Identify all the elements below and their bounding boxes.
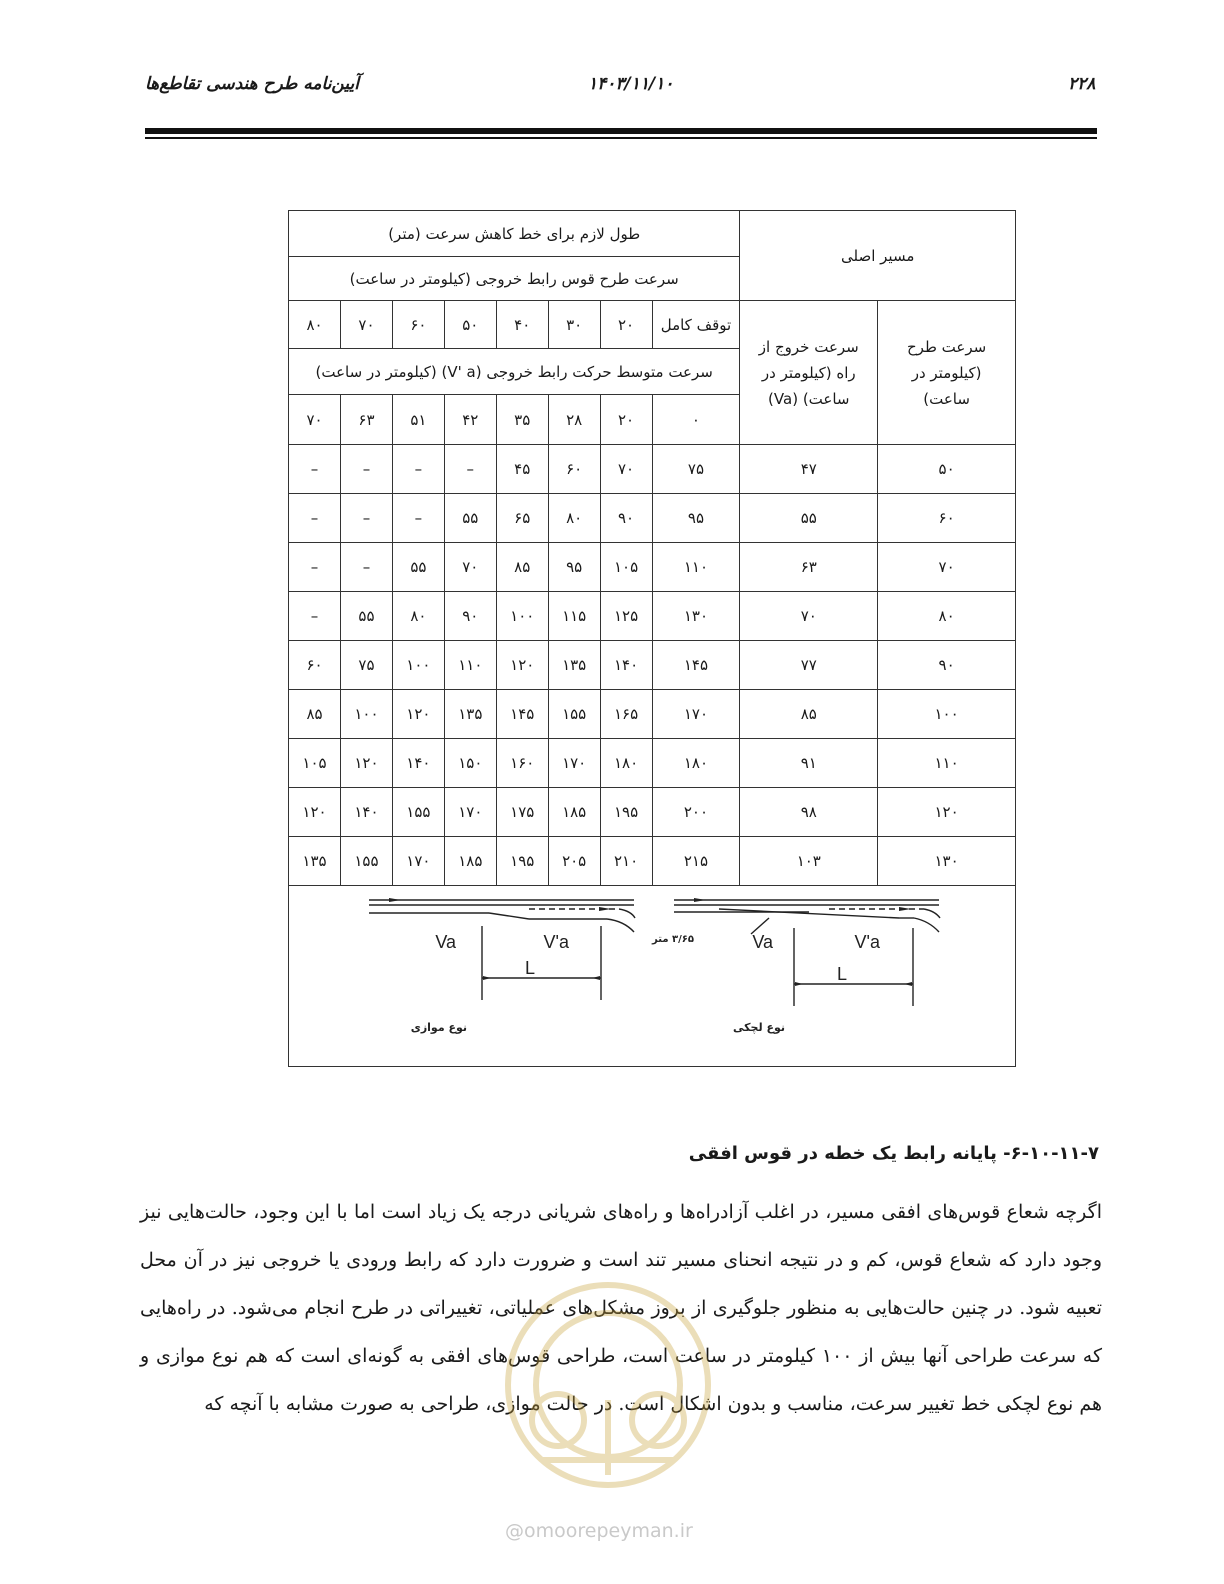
table-cell: ۱۵۵: [548, 690, 600, 739]
table-cell: ۱۵۰: [444, 739, 496, 788]
table-cell: ۱۲۰: [289, 788, 341, 837]
table-cell: ۱۸۰: [652, 739, 740, 788]
table-cell: ۷۰: [444, 543, 496, 592]
watermark-site: @omoorepeyman.ir: [505, 1520, 693, 1542]
table-cell: ۸۰: [878, 592, 1016, 641]
table-cell: –: [392, 445, 444, 494]
table-cell: ۲۱۰: [600, 837, 652, 886]
parallel-arrows: [389, 898, 611, 980]
table-row: [289, 641, 1016, 690]
length-header: طول لازم برای خط کاهش سرعت (متر): [289, 211, 740, 257]
table-row: [289, 788, 1016, 837]
table-cell: –: [289, 494, 341, 543]
page-number: ۲۲۸: [1068, 74, 1096, 94]
table-cell: ۱۴۵: [652, 641, 740, 690]
taper-type-drawing: [674, 900, 940, 1006]
table-cell: ۵۵: [740, 494, 878, 543]
table-cell: ۷۵: [652, 445, 740, 494]
taper-caption: نوع لچکی: [733, 1021, 785, 1034]
section-heading: ۶-۱۰-۱۱-۷- پایانه رابط یک خطه در قوس افقی: [688, 1143, 1099, 1164]
table-cell: ۱۴۵: [496, 690, 548, 739]
table-row: [289, 543, 1016, 592]
parallel-type-drawing: [369, 900, 635, 1000]
table-cell: ۱۷۰: [444, 788, 496, 837]
ramp-speed-cell: ۲۰: [600, 301, 652, 349]
table-cell: ۵۵: [444, 494, 496, 543]
table-cell: –: [341, 543, 393, 592]
table-cell: ۱۷۵: [496, 788, 548, 837]
table-cell: ۱۲۰: [878, 788, 1016, 837]
table-cell: –: [289, 543, 341, 592]
table-cell: ۶۵: [496, 494, 548, 543]
table-cell: ۱۱۰: [878, 739, 1016, 788]
table-cell: ۸۵: [740, 690, 878, 739]
ramp-speed-cell: ۸۰: [289, 301, 341, 349]
table-cell: ۵۰: [878, 445, 1016, 494]
table-cell: ۱۴۰: [600, 641, 652, 690]
table-cell: ۱۰۰: [496, 592, 548, 641]
table-cell: ۱۰۵: [600, 543, 652, 592]
header-rule-thin: [145, 137, 1097, 139]
table-cell: ۹۵: [548, 543, 600, 592]
ramp-speed-cell: ۶۰: [392, 301, 444, 349]
table-cell: –: [444, 445, 496, 494]
table-cell: ۹۱: [740, 739, 878, 788]
table-cell: ۹۰: [878, 641, 1016, 690]
avg-speed-cell: ۲۸: [548, 395, 600, 445]
va-prime-label-taper: V'a: [854, 932, 880, 952]
table-cell: ۱۷۰: [392, 837, 444, 886]
table-cell: –: [289, 592, 341, 641]
table-cell: ۴۵: [496, 445, 548, 494]
table-cell: ۲۰۵: [548, 837, 600, 886]
table-cell: ۹۸: [740, 788, 878, 837]
table-cell: ۶۰: [878, 494, 1016, 543]
table-cell: ۷۰: [740, 592, 878, 641]
table-cell: ۶۰: [289, 641, 341, 690]
table-cell: –: [289, 445, 341, 494]
main-road-header: مسیر اصلی: [740, 211, 1016, 301]
avg-speed-cell: ۵۱: [392, 395, 444, 445]
table-cell: ۲۰۰: [652, 788, 740, 837]
table-cell: ۱۲۰: [341, 739, 393, 788]
table-cell: ۱۲۰: [496, 641, 548, 690]
lane-type-figure-cell: [289, 886, 1016, 1067]
table-cell: ۱۲۰: [392, 690, 444, 739]
table-cell: ۷۰: [600, 445, 652, 494]
table-cell: ۱۳۵: [289, 837, 341, 886]
va-label-parallel: Va: [435, 932, 456, 952]
va-label-taper: Va: [752, 932, 773, 952]
lane-width-label: ۳/۶۵ متر: [652, 934, 694, 945]
table-cell: ۷۷: [740, 641, 878, 690]
table-cell: ۹۰: [600, 494, 652, 543]
table-cell: ۷۰: [878, 543, 1016, 592]
header-title: آیین‌نامه طرح هندسی تقاطع‌ها: [145, 74, 359, 94]
table-cell: ۱۲۵: [600, 592, 652, 641]
table-row: [289, 592, 1016, 641]
table-cell: ۱۹۵: [600, 788, 652, 837]
table-cell: ۵۵: [341, 592, 393, 641]
table-cell: ۱۰۳: [740, 837, 878, 886]
table-cell: ۱۵۵: [341, 837, 393, 886]
table-cell: ۶۰: [548, 445, 600, 494]
table-row: [289, 739, 1016, 788]
section-paragraph: اگرچه شعاع قوس‌های افقی مسیر، در اغلب آزادراه‌ها و راه‌های شریانی درجه یک زیاد است اما با این وجود، حالت‌هایی نیز وجود دارد که شعاع قوس، کم و در نتیجه انحنای مسیر تند است و ضرورت دارد که رابط ورودی یا خروجی نیز در آن محل تعبیه شود. در چنین حالت‌هایی به منظور جلوگیری از بروز مشکل‌های عملیاتی، تغییراتی در طرح انجام می‌شود. در راه‌هایی که سرعت طراحی آنها بیش از ۱۰۰ کیلومتر در ساعت است، طراحی قوس‌های افقی به گونه‌ای است که هم نوع موازی و هم نوع لچکی خط تغییر سرعت، مناسب و بدون اشکال است. در حالت موازی، طراحی به صورت مشابه با آنچه که: [140, 1201, 1102, 1415]
table-cell: ۸۰: [392, 592, 444, 641]
table-cell: ۷۵: [341, 641, 393, 690]
l-label-taper: L: [836, 964, 847, 984]
table-cell: ۱۰۰: [392, 641, 444, 690]
table-cell: ۱۱۵: [548, 592, 600, 641]
table-cell: –: [341, 445, 393, 494]
table-cell: ۱۸۵: [548, 788, 600, 837]
table-cell: ۱۳۰: [652, 592, 740, 641]
table-cell: ۹۵: [652, 494, 740, 543]
table-cell: ۶۳: [740, 543, 878, 592]
avg-speed-cell: ۳۵: [496, 395, 548, 445]
table-cell: ۸۰: [548, 494, 600, 543]
table-cell: ۱۰۰: [878, 690, 1016, 739]
avg-speed-cell: ۷۰: [289, 395, 341, 445]
table-cell: ۱۴۰: [392, 739, 444, 788]
ramp-speed-cell: ۵۰: [444, 301, 496, 349]
ramp-speed-cell: توقف کامل: [652, 301, 740, 349]
table-cell: ۱۸۰: [600, 739, 652, 788]
table-row: [289, 445, 1016, 494]
avg-speed-cell: ۰: [652, 395, 740, 445]
table-cell: ۱۷۰: [548, 739, 600, 788]
table-cell: ۱۳۰: [878, 837, 1016, 886]
deceleration-lane-diagram: [289, 888, 1015, 1064]
table-cell: ۱۳۵: [444, 690, 496, 739]
deceleration-length-table: [288, 210, 1016, 1067]
avg-speed-header: سرعت متوسط حرکت رابط خروجی (V' a) (کیلومتر در ساعت): [289, 349, 740, 395]
l-label-parallel: L: [524, 958, 535, 978]
table-cell: ۸۵: [289, 690, 341, 739]
table-cell: ۱۳۵: [548, 641, 600, 690]
design-speed-header: سرعت طرح (کیلومتر در ساعت): [878, 301, 1016, 445]
table-cell: ۱۷۰: [652, 690, 740, 739]
table-cell: ۱۴۰: [341, 788, 393, 837]
watermark-logo: [488, 1270, 728, 1500]
table-cell: –: [392, 494, 444, 543]
table-cell: ۱۹۵: [496, 837, 548, 886]
table-cell: ۱۶۰: [496, 739, 548, 788]
table-row: [289, 690, 1016, 739]
table-cell: –: [341, 494, 393, 543]
avg-speed-cell: ۲۰: [600, 395, 652, 445]
table-cell: ۱۱۰: [652, 543, 740, 592]
avg-speed-cell: ۴۲: [444, 395, 496, 445]
ramp-speed-cell: ۴۰: [496, 301, 548, 349]
header-date: ۱۴۰۳/۱۱/۱۰: [588, 74, 674, 94]
table-cell: ۹۰: [444, 592, 496, 641]
table-cell: ۵۵: [392, 543, 444, 592]
parallel-caption: نوع موازی: [410, 1021, 467, 1034]
header-rule-thick: [145, 128, 1097, 134]
table-cell: ۸۵: [496, 543, 548, 592]
table-cell: ۲۱۵: [652, 837, 740, 886]
table-cell: ۴۷: [740, 445, 878, 494]
table-cell: ۱۰۰: [341, 690, 393, 739]
ramp-speed-cell: ۳۰: [548, 301, 600, 349]
table-row: [289, 837, 1016, 886]
exit-speed-header: سرعت خروج از راه (کیلومتر در ساعت) (Va): [740, 301, 878, 445]
va-prime-label-parallel: V'a: [543, 932, 569, 952]
table-cell: ۱۰۵: [289, 739, 341, 788]
ramp-speed-cell: ۷۰: [341, 301, 393, 349]
table-cell: ۱۸۵: [444, 837, 496, 886]
ramp-speed-header: سرعت طرح قوس رابط خروجی (کیلومتر در ساعت): [289, 257, 740, 301]
avg-speed-cell: ۶۳: [341, 395, 393, 445]
table-cell: ۱۵۵: [392, 788, 444, 837]
table-row: [289, 494, 1016, 543]
table-cell: ۱۱۰: [444, 641, 496, 690]
table-cell: ۱۶۵: [600, 690, 652, 739]
